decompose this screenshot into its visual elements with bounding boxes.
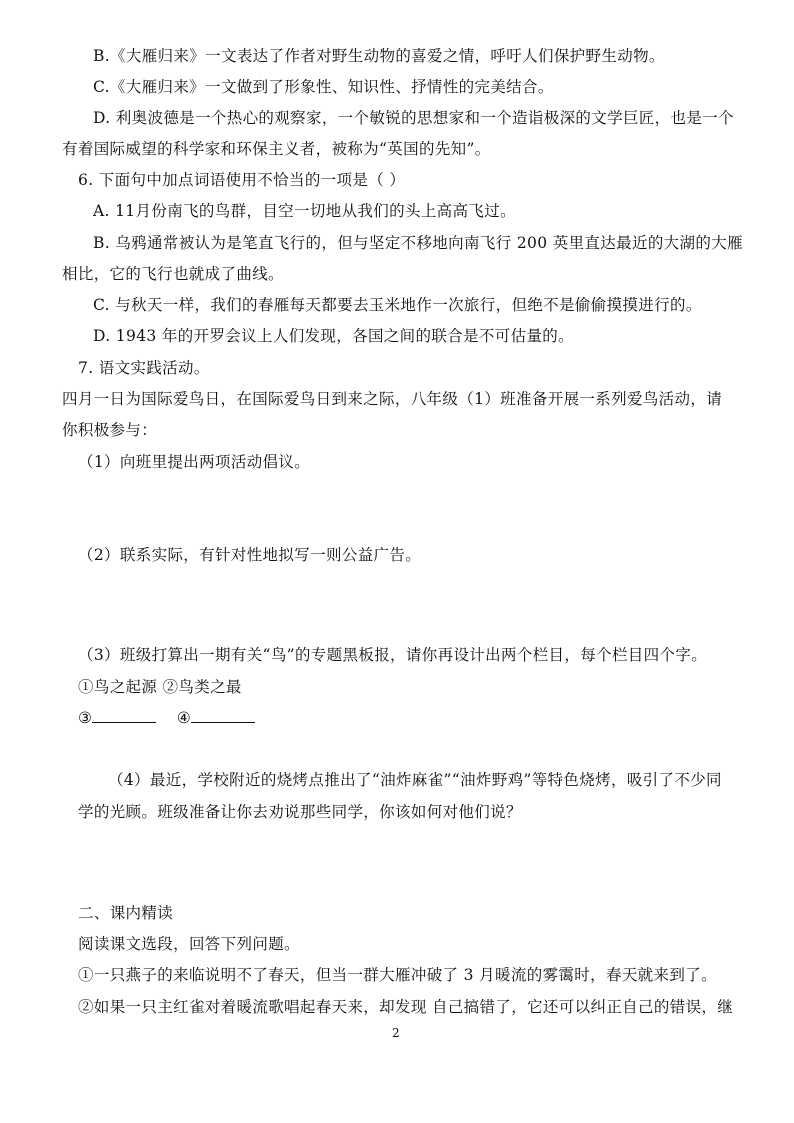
option-c-q6: C. 与秋天一样，我们的春雁每天都要去玉米地作一次旅行，但绝不是偷偷摸摸进行的。: [93, 296, 702, 314]
q7-part-3-examples: ①鸟之起源 ②鸟类之最: [78, 678, 242, 696]
option-a-q6: A. 11月份南飞的鸟群，目空一切地从我们的头上高高飞过。: [93, 202, 516, 220]
passage-para-1: ①一只燕子的来临说明不了春天，但当一群大雁冲破了 3 月暖流的雾霭时，春天就来到了。: [78, 966, 717, 984]
option-b-q5: B.《大雁归来》一文表达了作者对野生动物的喜爱之情，呼吁人们保护野生动物。: [93, 47, 665, 65]
q7-part-1: （1）向班里提出两项活动倡议。: [78, 453, 311, 471]
page-number: 2: [392, 1026, 400, 1040]
reading-instruction: 阅读课文选段，回答下列问题。: [78, 935, 300, 953]
q7-part-2: （2）联系实际，有针对性地拟写一则公益广告。: [78, 546, 422, 564]
option-c-q5: C.《大雁归来》一文做到了形象性、知识性、抒情性的完美结合。: [93, 78, 554, 96]
blank-label-4: ④: [176, 709, 192, 727]
blank-label-3: ③: [78, 709, 93, 727]
question-7: 7. 语文实践活动。: [78, 359, 210, 377]
q7-part-3-blanks: [78, 708, 255, 728]
option-d-q5-cont: 有着国际威望的科学家和环保主义者，被称为“英国的先知”。: [62, 140, 491, 158]
option-d-q5: D. 利奥波德是一个热心的观察家，一个敏锐的思想家和一个造诣极深的文学巨匠，也是一个: [93, 109, 734, 127]
q7-intro: 四月一日为国际爱鸟日，在国际爱鸟日到来之际，八年级（1）班准备开展一系列爱鸟活动，请: [62, 390, 723, 408]
q7-part-4-cont: 学的光顾。班级准备让你去劝说那些同学，你该如何对他们说？: [78, 803, 522, 821]
passage-para-2: ②如果一只主红雀对着暖流歌唱起春天来，却发现 自己搞错了，它还可以纠正自己的错误，继: [78, 998, 734, 1016]
question-6: 6. 下面句中加点词语使用不恰当的一项是（ ）: [78, 171, 406, 189]
q7-part-3: （3）班级打算出一期有关“鸟”的专题黑板报，请你再设计出两个栏目，每个栏目四个字。: [78, 646, 708, 664]
option-b-q6: B. 乌鸦通常被认为是笔直飞行的，但与坚定不移地向南飞行 200 英里直达最近的大湖的大雁: [93, 234, 743, 252]
section-2-heading: 二、课内精读: [78, 904, 174, 922]
blank-line-4[interactable]: [191, 708, 255, 723]
q7-intro-cont: 你积极参与：: [62, 421, 158, 439]
q7-part-4: （4）最近，学校附近的烧烤点推出了“油炸麻雀”“油炸野鸡”等特色烧烤，吸引了不少同: [108, 771, 722, 789]
blank-line-3[interactable]: [92, 708, 156, 723]
option-d-q6: D. 1943 年的开罗会议上人们发现，各国之间的联合是不可估量的。: [93, 327, 575, 345]
option-b-q6-cont: 相比，它的飞行也就成了曲线。: [62, 265, 284, 283]
